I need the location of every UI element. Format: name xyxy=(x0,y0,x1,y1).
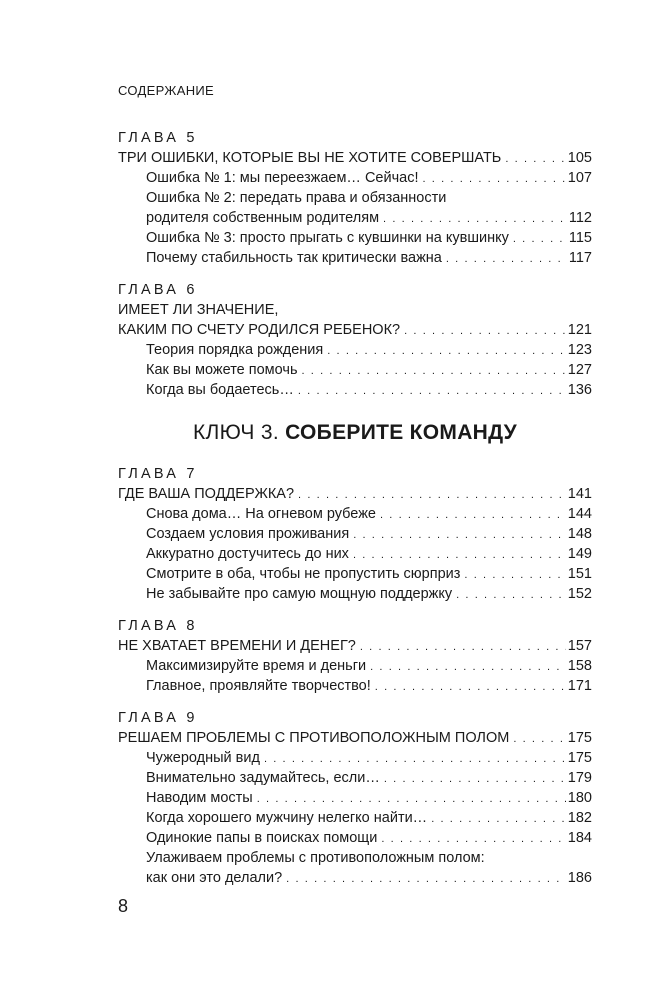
dot-leader xyxy=(353,545,566,565)
dot-leader xyxy=(513,229,567,249)
dot-leader xyxy=(380,505,566,525)
entry-title: ТРИ ОШИБКИ, КОТОРЫЕ ВЫ НЕ ХОТИТЕ СОВЕРШАТЬ xyxy=(118,150,502,166)
entry-title: Почему стабильность так критически важна xyxy=(146,250,442,266)
entry-title: Ошибка № 3: просто прыгать с кувшинки на кувшинку xyxy=(146,230,509,246)
entry-title: Одинокие папы в поисках помощи xyxy=(146,830,378,846)
spacer xyxy=(118,604,592,616)
entry-title: Смотрите в оба, чтобы не пропустить сюрприз xyxy=(146,566,461,582)
page-number: 8 xyxy=(118,896,129,916)
dot-leader xyxy=(423,169,566,189)
entry-page: 149 xyxy=(567,546,592,562)
entry-page: 171 xyxy=(567,678,592,694)
toc-entry xyxy=(118,828,592,848)
toc-entry xyxy=(118,768,592,788)
toc-entry xyxy=(118,544,592,564)
toc-entry-chapter-title xyxy=(118,728,592,748)
toc-entry xyxy=(118,584,592,604)
entry-page: 112 xyxy=(568,210,592,226)
entry-page: 175 xyxy=(567,750,592,766)
entry-page: 141 xyxy=(567,486,592,502)
running-head: СОДЕРЖАНИЕ xyxy=(118,83,215,98)
chapter-label: ГЛАВА 7 xyxy=(118,466,198,482)
entry-page: 152 xyxy=(567,586,592,602)
entry-title: Наводим мосты xyxy=(146,790,253,806)
entry-title: Аккуратно достучитесь до них xyxy=(146,546,349,562)
toc-entry xyxy=(118,868,592,888)
dot-leader xyxy=(298,485,566,505)
entry-title: Когда вы бодаетесь… xyxy=(146,382,294,398)
entry-title: Ошибка № 1: мы переезжаем… Сейчас! xyxy=(146,170,419,186)
dot-leader xyxy=(286,869,566,889)
entry-title: Создаем условия проживания xyxy=(146,526,350,542)
entry-page: 136 xyxy=(567,382,592,398)
entry-title: Максимизируйте время и деньги xyxy=(146,658,367,674)
entry-title: КАКИМ ПО СЧЕТУ РОДИЛСЯ РЕБЕНОК? xyxy=(118,322,401,338)
toc-entry xyxy=(118,168,592,188)
dot-leader xyxy=(353,525,566,545)
toc-entry xyxy=(118,380,592,400)
part-title: СОБЕРИТЕ КОМАНДУ xyxy=(285,421,518,444)
entry-title: Главное, проявляйте творчество! xyxy=(146,678,371,694)
toc-entry xyxy=(118,656,592,676)
dot-leader xyxy=(431,809,566,829)
entry-title: Чужеродный вид xyxy=(146,750,260,766)
toc-entry xyxy=(118,564,592,584)
toc-entry xyxy=(118,808,592,828)
spacer xyxy=(118,696,592,708)
entry-title-line: Улаживаем проблемы с противоположным полом: xyxy=(146,850,485,866)
entry-page: 184 xyxy=(567,830,592,846)
chapter-label: ГЛАВА 5 xyxy=(118,130,198,146)
toc-entry xyxy=(118,676,592,696)
entry-page: 123 xyxy=(567,342,592,358)
dot-leader xyxy=(327,341,566,361)
entry-page: 175 xyxy=(567,730,592,746)
toc-entry-chapter-title xyxy=(118,320,592,340)
dot-leader xyxy=(370,657,566,677)
toc-entry xyxy=(118,360,592,380)
entry-title-line: ИМЕЕТ ЛИ ЗНАЧЕНИЕ, xyxy=(118,302,279,318)
entry-title: ГДЕ ВАША ПОДДЕРЖКА? xyxy=(118,486,295,502)
dot-leader xyxy=(375,677,566,697)
chapter-label: ГЛАВА 6 xyxy=(118,282,198,298)
toc-entry xyxy=(118,524,592,544)
dot-leader xyxy=(456,585,566,605)
entry-title: Внимательно задумайтесь, если… xyxy=(146,770,380,786)
toc-entry xyxy=(118,248,592,268)
entry-title: Как вы можете помочь xyxy=(146,362,298,378)
toc-entry-chapter-title xyxy=(118,484,592,504)
entry-page: 144 xyxy=(567,506,592,522)
entry-page: 148 xyxy=(567,526,592,542)
entry-title: НЕ ХВАТАЕТ ВРЕМЕНИ И ДЕНЕГ? xyxy=(118,638,356,654)
entry-title: родителя собственным родителям xyxy=(146,210,380,226)
dot-leader xyxy=(264,749,566,769)
entry-page: 151 xyxy=(567,566,592,582)
spacer xyxy=(118,268,592,280)
chapter-label: ГЛАВА 8 xyxy=(118,618,198,634)
entry-title: как они это делали? xyxy=(146,870,283,886)
dot-leader xyxy=(302,361,566,381)
toc-entry xyxy=(118,788,592,808)
dot-leader xyxy=(298,381,566,401)
dot-leader xyxy=(384,769,566,789)
entry-page: 115 xyxy=(568,230,592,246)
table-of-contents xyxy=(118,128,592,888)
entry-page: 186 xyxy=(567,870,592,886)
dot-leader xyxy=(404,321,566,341)
toc-entry-chapter-title xyxy=(118,636,592,656)
entry-page: 117 xyxy=(568,250,592,266)
toc-entry xyxy=(118,504,592,524)
toc-entry xyxy=(118,208,592,228)
entry-page: 127 xyxy=(567,362,592,378)
entry-page: 105 xyxy=(567,150,592,166)
entry-page: 121 xyxy=(567,322,592,338)
part-prefix: КЛЮЧ 3. xyxy=(192,421,279,444)
dot-leader xyxy=(446,249,567,269)
dot-leader xyxy=(505,149,565,169)
entry-page: 157 xyxy=(567,638,592,654)
toc-entry xyxy=(118,748,592,768)
toc-entry xyxy=(118,228,592,248)
entry-title: РЕШАЕМ ПРОБЛЕМЫ С ПРОТИВОПОЛОЖНЫМ ПОЛОМ xyxy=(118,730,510,746)
entry-page: 182 xyxy=(567,810,592,826)
dot-leader xyxy=(513,729,565,749)
chapter-label: ГЛАВА 9 xyxy=(118,710,198,726)
part-heading xyxy=(118,420,592,446)
entry-page: 180 xyxy=(567,790,592,806)
entry-page: 107 xyxy=(567,170,592,186)
entry-title: Теория порядка рождения xyxy=(146,342,324,358)
entry-title: Снова дома… На огневом рубеже xyxy=(146,506,376,522)
entry-title-line: Ошибка № 2: передать права и обязанности xyxy=(146,190,447,206)
entry-page: 158 xyxy=(567,658,592,674)
dot-leader xyxy=(464,565,565,585)
toc-entry-chapter-title xyxy=(118,148,592,168)
entry-page: 179 xyxy=(567,770,592,786)
dot-leader xyxy=(360,637,566,657)
dot-leader xyxy=(383,209,567,229)
dot-leader xyxy=(257,789,566,809)
dot-leader xyxy=(381,829,565,849)
toc-entry xyxy=(118,340,592,360)
entry-title: Не забывайте про самую мощную поддержку xyxy=(146,586,453,602)
entry-title: Когда хорошего мужчину нелегко найти… xyxy=(146,810,428,826)
